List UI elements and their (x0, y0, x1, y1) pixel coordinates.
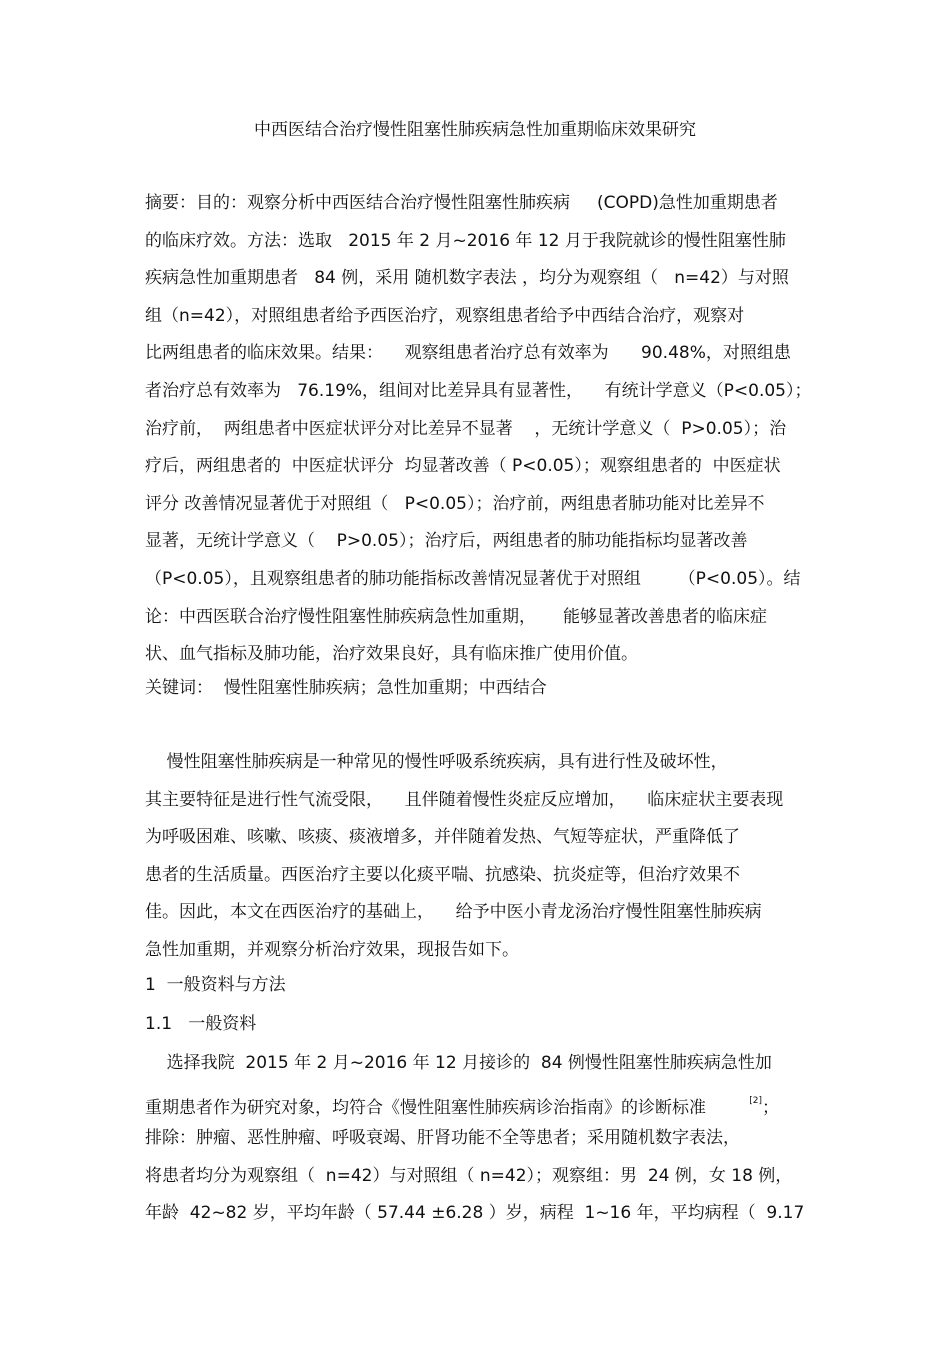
citation-ref: [2] (749, 1095, 762, 1106)
body-line: 排除：肿瘤、恶性肿瘤、呼吸衰竭、肝肾功能不全等患者；采用随机数字表法， (145, 1128, 740, 1149)
keywords: 关键词： 慢性阻塞性肺疾病；急性加重期；中西结合 (145, 678, 547, 698)
body-line: 年龄 42~82 岁，平均年龄（ 57.44 ±6.28 ）岁，病程 1~16 年，平均病程（ 9.17 (145, 1203, 805, 1224)
abstract-line: 组（n=42），对照组患者给予西医治疗，观察组患者给予中西结合治疗，观察对 (145, 305, 745, 326)
paper-title: 中西医结合治疗慢性阻塞性肺疾病急性加重期临床效果研究 (254, 120, 696, 140)
abstract-line: （P<0.05），且观察组患者的肺功能指标改善情况显著优于对照组 （P<0.05）。结 (145, 568, 801, 589)
abstract-line: 疾病急性加重期患者 84 例，采用 随机数字表法 ，均分为观察组（ n=42）与对照 (145, 268, 789, 289)
abstract-line: 疗后，两组患者的 中医症状评分 均显著改善（ P<0.05）；观察组患者的 中医症状 (145, 456, 781, 477)
introduction (145, 744, 825, 970)
general-data-paragraph (145, 1045, 825, 1233)
abstract (145, 185, 825, 674)
body-line-end: ； (761, 1097, 779, 1118)
body-line-with-citation (145, 1083, 825, 1121)
abstract-line: 评分 改善情况显著优于对照组（ P<0.05）；治疗前，两组患者肺功能对比差异不 (145, 493, 765, 514)
intro-line: 为呼吸困难、咳嗽、咳痰、痰液增多，并伴随着发热、气短等症状，严重降低了 (145, 827, 740, 848)
abstract-line: 的临床疗效。方法：选取 2015 年 2 月~2016 年 12 月于我院就诊的慢性阻塞性肺 (145, 230, 786, 251)
body-line-text: 重期患者作为研究对象，均符合《慢性阻塞性肺疾病诊治指南》的诊断标准 (145, 1097, 750, 1118)
intro-line: 急性加重期，并观察分析治疗效果，现报告如下。 (145, 939, 519, 960)
section-heading-1-1: 1.1 一般资料 (145, 1014, 257, 1034)
section-heading-1: 1 一般资料与方法 (145, 975, 286, 995)
intro-line: 其主要特征是进行性气流受限， 且伴随着慢性炎症反应增加， 临床症状主要表现 (145, 789, 784, 810)
body-line: 将患者均分为观察组（ n=42）与对照组（ n=42）；观察组：男 24 例，女 18 例， (145, 1165, 793, 1186)
abstract-line: 状、血气指标及肺功能，治疗效果良好，具有临床推广使用价值。 (145, 644, 638, 665)
abstract-line: 论：中西医联合治疗慢性阻塞性肺疾病急性加重期， 能够显著改善患者的临床症 (145, 606, 768, 627)
abstract-line: 者治疗总有效率为 76.19%，组间对比差异具有显著性， 有统计学意义（P<0.05）； (145, 380, 812, 401)
intro-line: 患者的生活质量。西医治疗主要以化痰平喘、抗感染、抗炎症等，但治疗效果不 (145, 864, 740, 885)
abstract-line: 摘要：目的：观察分析中西医结合治疗慢性阻塞性肺疾病 (COPD)急性加重期患者 (145, 193, 778, 213)
abstract-line: 比两组患者的临床效果。结果： 观察组患者治疗总有效率为 90.48%，对照组患 (145, 343, 791, 364)
body-line: 选择我院 2015 年 2 月~2016 年 12 月接诊的 84 例慢性阻塞性肺疾病急性加 (145, 1053, 772, 1073)
intro-line: 佳。因此，本文在西医治疗的基础上， 给予中医小青龙汤治疗慢性阻塞性肺疾病 (145, 902, 762, 923)
intro-line: 慢性阻塞性肺疾病是一种常见的慢性呼吸系统疾病，具有进行性及破坏性， (145, 752, 728, 772)
abstract-line: 显著，无统计学意义（ P>0.05）；治疗后，两组患者的肺功能指标均显著改善 (145, 531, 748, 552)
abstract-line: 治疗前， 两组患者中医症状评分对比差异不显著 ，无统计学意义（ P>0.05）；治 (145, 418, 787, 439)
